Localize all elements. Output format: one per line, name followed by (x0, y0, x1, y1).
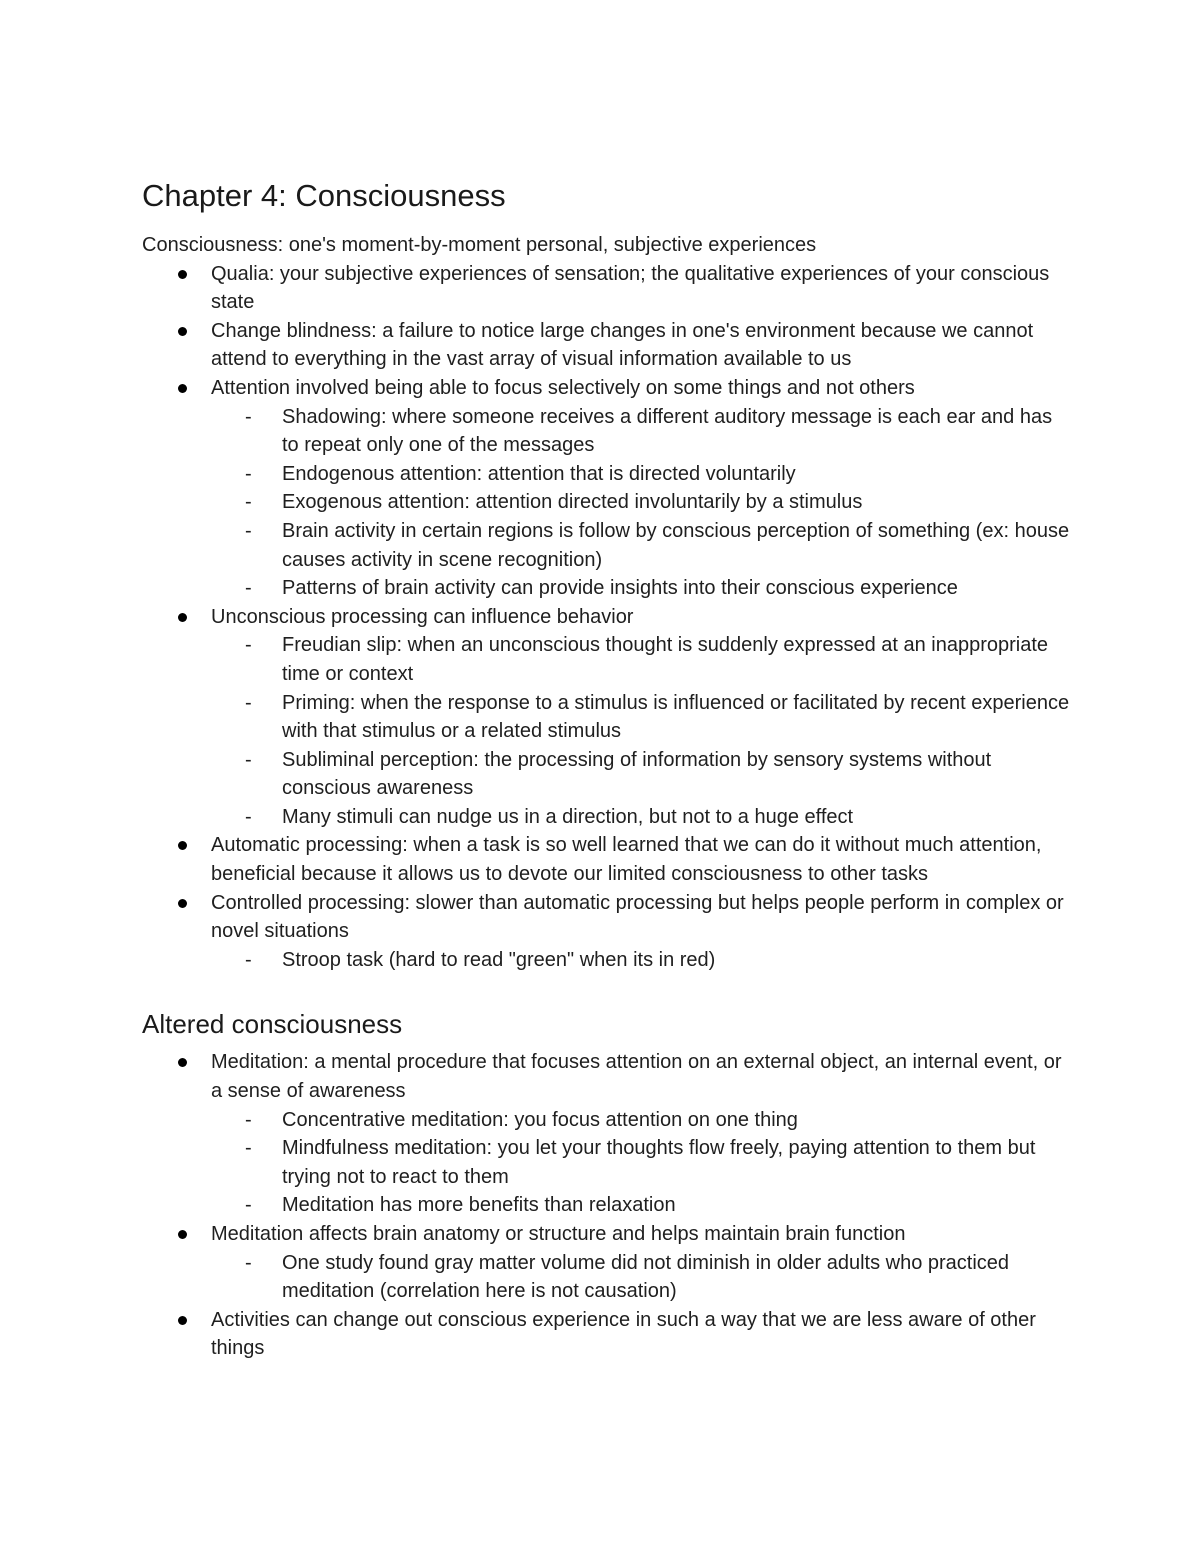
list-item-text: Attention involved being able to focus selectively on some things and not others (211, 376, 915, 399)
document-page (142, 178, 1072, 1363)
sub-list (211, 1249, 1072, 1306)
bullet-list (142, 260, 1072, 975)
bullet-icon (178, 841, 187, 850)
list-item (142, 831, 1072, 888)
sub-list-item (211, 1106, 1072, 1135)
list-item (142, 1048, 1072, 1220)
dash-icon: - (245, 462, 252, 485)
list-item-text: Change blindness: a failure to notice large changes in one's environment because we cannot attend to everything in the vast array of visual information available to us (211, 319, 1034, 371)
list-item-text: Activities can change out conscious experience in such a way that we are less aware of other things (211, 1308, 1036, 1360)
list-item-text: Meditation affects brain anatomy or structure and helps maintain brain function (211, 1223, 906, 1245)
sub-list-item-text: Stroop task (hard to read "green" when its in red) (282, 948, 716, 971)
list-item (142, 1306, 1072, 1363)
list-item (142, 317, 1072, 374)
sub-list-item-text: Concentrative meditation: you focus attention on one thing (282, 1108, 798, 1131)
bullet-icon (178, 270, 187, 279)
list-item (142, 889, 1072, 975)
bullet-icon (178, 327, 187, 336)
sub-list-item-text: Patterns of brain activity can provide insights into their conscious experience (282, 577, 958, 600)
dash-icon: - (245, 1251, 252, 1274)
list-item-text: Automatic processing: when a task is so well learned that we can do it without much attention, beneficial because it allows us to devote our limited consciousness to other tasks (211, 834, 1042, 886)
sub-list-item (211, 746, 1072, 803)
list-item-text: Controlled processing: slower than automatic processing but helps people perform in complex or novel situations (211, 891, 1064, 943)
dash-icon: - (245, 1194, 252, 1217)
bullet-icon (178, 613, 187, 622)
dash-icon: - (245, 405, 252, 428)
sub-list-item-text: Shadowing: where someone receives a different auditory message is each ear and has to repeat only one of the messages (282, 405, 1053, 457)
list-item (142, 1220, 1072, 1306)
sub-list-item-text: Priming: when the response to a stimulus is influenced or facilitated by recent experience with that stimulus or a related stimulus (282, 691, 1070, 743)
sub-list-item-text: Endogenous attention: attention that is directed voluntarily (282, 462, 796, 485)
dash-icon: - (245, 1137, 252, 1160)
sub-list (211, 403, 1072, 603)
dash-icon: - (245, 491, 252, 514)
dash-icon: - (245, 691, 252, 714)
sub-list-item (211, 574, 1072, 603)
dash-icon: - (245, 805, 252, 828)
sub-list-item (211, 631, 1072, 688)
list-item (142, 603, 1072, 832)
list-item-text: Meditation: a mental procedure that focuses attention on an external object, an internal event, or a sense of awareness (211, 1051, 1062, 1103)
dash-icon: - (245, 577, 252, 600)
sub-list-item-text: One study found gray matter volume did not diminish in older adults who practiced meditation (correlation here is not causation) (282, 1251, 1010, 1303)
list-item (142, 260, 1072, 317)
dash-icon: - (245, 634, 252, 657)
sub-list-item (211, 1134, 1072, 1191)
sub-list-item-text: Meditation has more benefits than relaxation (282, 1194, 676, 1217)
sub-list-item-text: Many stimuli can nudge us in a direction, but not to a huge effect (282, 805, 854, 828)
bullet-icon (178, 899, 187, 908)
dash-icon: - (245, 748, 252, 771)
sub-list (211, 631, 1072, 831)
sub-list-item (211, 517, 1072, 574)
bullet-icon (178, 1230, 187, 1239)
intro-text: Consciousness: one's moment-by-moment personal, subjective experiences (142, 234, 817, 256)
list-item (142, 374, 1072, 603)
sub-list-item (211, 460, 1072, 489)
dash-icon: - (245, 519, 252, 542)
sub-list-item-text: Exogenous attention: attention directed involuntarily by a stimulus (282, 491, 863, 514)
sub-list-item (211, 488, 1072, 517)
sub-list-item-text: Mindfulness meditation: you let your thoughts flow freely, paying attention to them but trying not to react to them (282, 1137, 1036, 1188)
sub-list-item (211, 1191, 1072, 1220)
list-item-text: Unconscious processing can influence behavior (211, 605, 634, 628)
sub-list-item-text: Subliminal perception: the processing of information by sensory systems without conscious awareness (282, 748, 992, 800)
sub-list (211, 1106, 1072, 1220)
dash-icon: - (245, 948, 252, 971)
bullet-list (142, 1048, 1072, 1363)
dash-icon: - (245, 1108, 252, 1131)
sub-list-item (211, 946, 1072, 975)
list-item-text: Qualia: your subjective experiences of sensation; the qualitative experiences of your conscious state (211, 262, 1050, 314)
section-heading: Altered consciousness (142, 1009, 403, 1040)
bullet-icon (178, 1058, 187, 1067)
sub-list (211, 946, 1072, 975)
sub-list-item-text: Brain activity in certain regions is follow by conscious perception of something (ex: house causes activity in scene recognition) (282, 519, 1070, 571)
bullet-icon (178, 384, 187, 393)
sub-list-item (211, 803, 1072, 832)
sub-list-item-text: Freudian slip: when an unconscious thought is suddenly expressed at an inappropriate time or context (282, 634, 1049, 685)
sub-list-item (211, 403, 1072, 460)
sub-list-item (211, 1249, 1072, 1306)
bullet-icon (178, 1316, 187, 1325)
sub-list-item (211, 689, 1072, 746)
page-title: Chapter 4: Consciousness (142, 178, 506, 213)
